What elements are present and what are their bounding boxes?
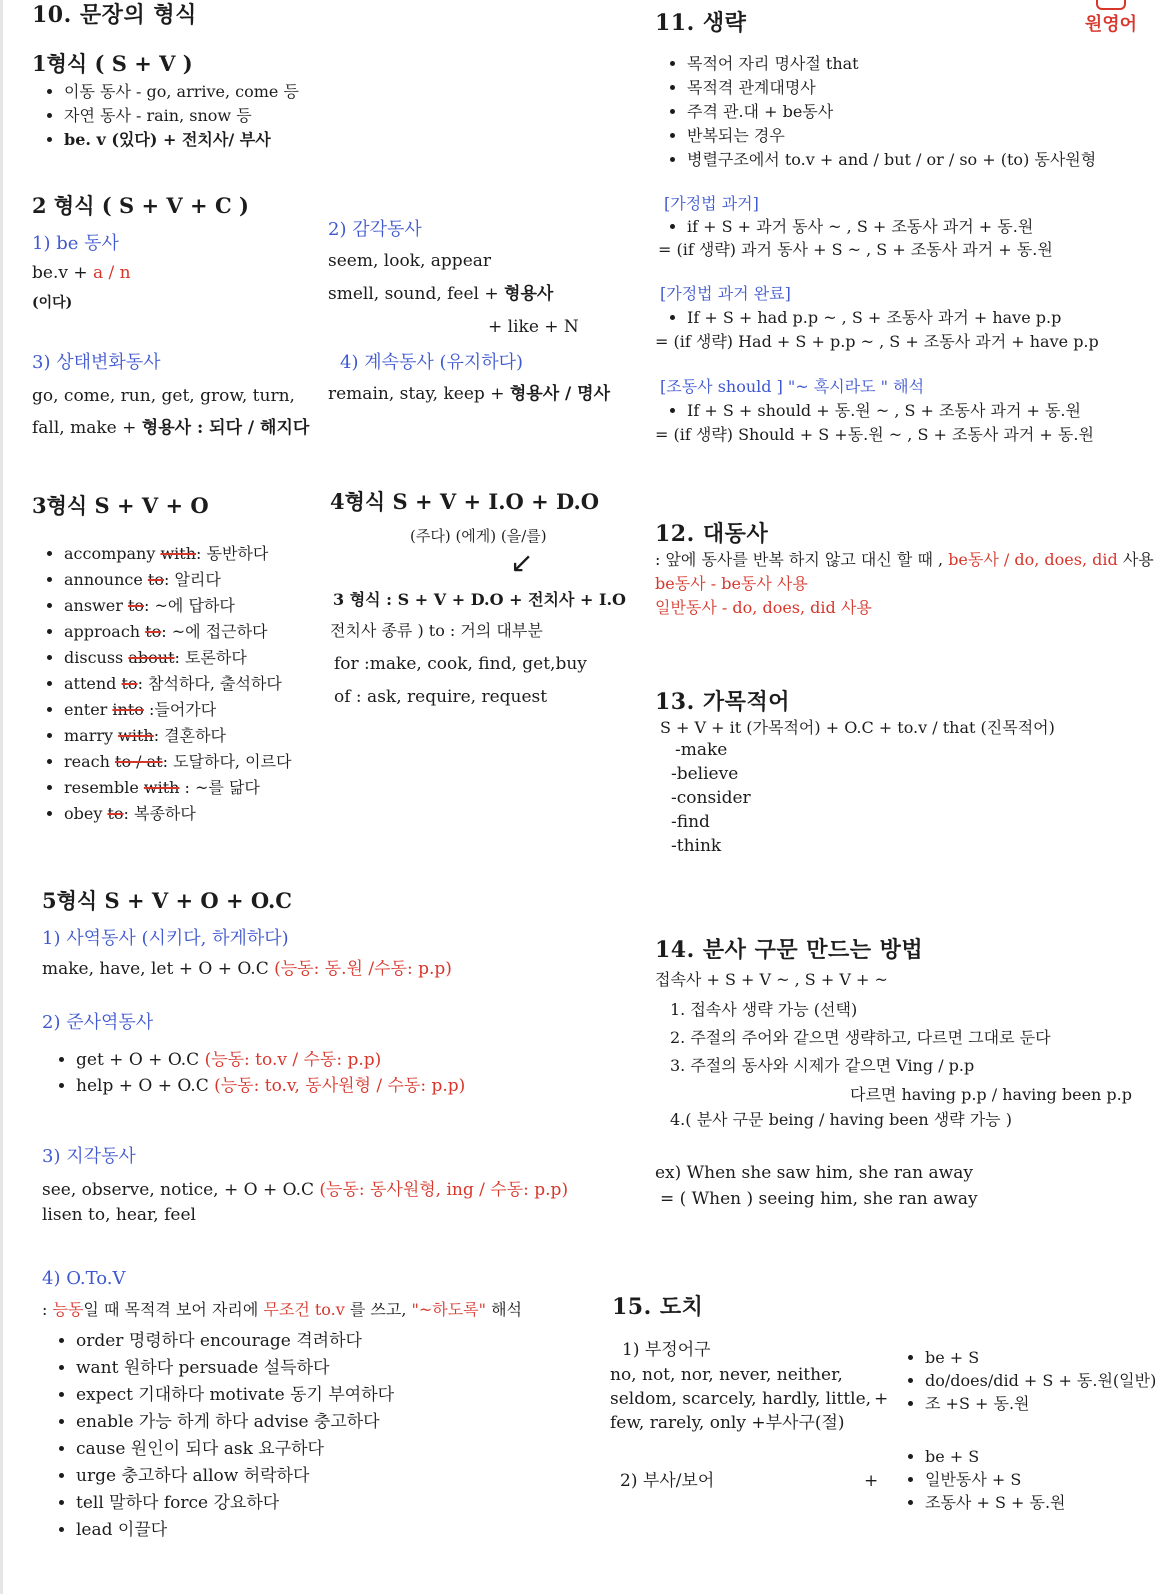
pro-verb-desc-part: be동사 / do, does, did <box>948 550 1118 569</box>
verb-meaning: : ~에 답하다 <box>144 596 235 615</box>
dummy-object-formula: S + V + it (가목적어) + O.C + to.v / that (진목적어) <box>660 718 1055 737</box>
sense-verb-line1: seem, look, appear <box>328 251 492 271</box>
negative-phrase-line1: no, not, nor, never, neither, <box>610 1365 843 1385</box>
sense-verb-adj: 형용사 <box>504 284 554 304</box>
be-verb-title: 1) be 동사 <box>32 233 119 254</box>
otov-list <box>56 1328 394 1544</box>
participle-example-converted: = ( When ) seeing him, she ran away <box>660 1189 978 1209</box>
struck-preposition: with <box>118 726 154 745</box>
list-item <box>64 619 291 645</box>
be-verb-complement: a / n <box>93 263 131 283</box>
verb-meaning: : 동반하다 <box>196 544 269 563</box>
pro-verb-description <box>655 548 1154 572</box>
list-item: • 주격 관.대 + be동사 <box>687 100 1096 124</box>
form1-list <box>44 80 299 152</box>
quasi-causative-title: 2) 준사역동사 <box>42 1012 154 1033</box>
list-item: • 조동사 + S + 동.원 <box>925 1491 1065 1514</box>
arrow-down-left-icon: ↙ <box>510 546 534 579</box>
list-item: • urge 충고하다 allow 허락하다 <box>76 1463 394 1490</box>
perception-forms: (능동: 동사원형, ing / 수동: p.p) <box>319 1180 569 1200</box>
list-item: • 목적격 관계대명사 <box>687 76 1096 100</box>
verb-word: answer <box>64 596 128 615</box>
causative-line <box>42 956 452 982</box>
participle-formula: 접속사 + S + V ~ , S + V + ~ <box>655 970 888 989</box>
list-item <box>64 801 291 827</box>
list-item <box>64 541 291 567</box>
negative-inversion-options <box>905 1346 1156 1415</box>
participle-step-2: 2. 주절의 주어와 같으면 생략하고, 다르면 그대로 둔다 <box>670 1028 1051 1047</box>
otov-description <box>42 1298 522 1322</box>
list-item <box>64 723 291 749</box>
perception-formula: see, observe, notice, + O + O.C <box>42 1180 320 1200</box>
causative-title: 1) 사역동사 (시키다, 하게하다) <box>42 928 289 949</box>
list-item: -find <box>671 812 710 832</box>
list-item: • be + S <box>925 1445 1065 1468</box>
list-item <box>64 567 291 593</box>
struck-preposition: to / at <box>115 752 163 771</box>
change-verb-title: 3) 상태변화동사 <box>32 352 161 373</box>
pro-verb-desc-part: : 앞에 동사를 반복 하지 않고 대신 할 때 , <box>655 550 949 569</box>
keep-verb-words: remain, stay, keep + <box>328 384 510 404</box>
list-item: • be + S <box>925 1346 1156 1369</box>
list-item: -make <box>675 740 728 760</box>
struck-preposition: about <box>128 648 175 667</box>
list-item <box>76 1047 465 1073</box>
list-item <box>64 697 291 723</box>
pro-verb-desc-part: 사용 <box>1117 550 1154 569</box>
list-item <box>64 593 291 619</box>
should-subjunctive-inverted: = (if 생략) Should + S +동.원 ~ , S + 조동사 과거 + 동.원 <box>655 425 1094 444</box>
section-15-title: 15. 도치 <box>612 1294 704 1320</box>
list-item: • If + S + had p.p ~ , S + 조동사 과거 + have p.p <box>687 306 1061 330</box>
struck-preposition: into <box>112 700 144 719</box>
verb-meaning: : 결혼하다 <box>153 726 226 745</box>
past-subjunctive-list <box>667 215 1033 239</box>
list-item <box>76 1073 465 1099</box>
list-item: • 이동 동사 - go, arrive, come 등 <box>64 80 299 104</box>
be-verb-line <box>32 260 131 286</box>
sense-verb-line2 <box>328 281 553 307</box>
form4-subtitle: (주다) (에게) (을/를) <box>410 527 547 545</box>
form4-prep-of: of : ask, require, request <box>334 687 548 707</box>
past-perfect-subjunctive-list <box>667 306 1061 330</box>
verb-word: reach <box>64 752 116 771</box>
verb-word: enter <box>64 700 113 719</box>
verb-meaning: : 참석하다, 출석하다 <box>137 674 282 693</box>
otov-desc-part: 능동 <box>52 1300 84 1319</box>
plus-sign: + <box>864 1471 879 1491</box>
form2-title: 2 형식 ( S + V + C ) <box>32 193 249 218</box>
list-item: • want 원하다 persuade 설득하다 <box>76 1355 394 1382</box>
verb-word: attend <box>64 674 122 693</box>
perception-title: 3) 지각동사 <box>42 1146 136 1167</box>
verb-meaning: :들어가다 <box>143 700 217 719</box>
list-item <box>64 645 291 671</box>
pro-verb-general: 일반동사 - do, does, did 사용 <box>655 598 872 617</box>
past-perfect-subjunctive-inverted: = (if 생략) Had + S + p.p ~ , S + 조동사 과거 + have p.p <box>655 332 1099 351</box>
otov-desc-part: 해석 <box>486 1300 522 1319</box>
should-subjunctive-title: [조동사 should ] "~ 혹시라도 " 해석 <box>660 377 925 396</box>
verb-word: discuss <box>64 648 129 667</box>
be-verb-note: (이다) <box>32 295 73 311</box>
causative-forms: (능동: 동.원 /수동: p.p) <box>274 959 452 979</box>
change-verb-meaning: 형용사 : 되다 / 해지다 <box>141 418 310 438</box>
section-10-title: 10. 문장의 형식 <box>32 2 197 28</box>
struck-preposition: to <box>147 570 164 589</box>
change-verb-words: fall, make + <box>32 418 142 438</box>
form5-title: 5형식 S + V + O + O.C <box>42 888 292 913</box>
form4-title: 4형식 S + V + I.O + D.O <box>330 489 600 514</box>
brand-logo <box>1080 0 1142 40</box>
section-14-title: 14. 분사 구문 만드는 방법 <box>655 937 924 963</box>
form4-prep-to: 전치사 종류 ) to : 거의 대부분 <box>330 621 543 640</box>
form4-prep-for: for :make, cook, find, get,buy <box>334 654 587 674</box>
omission-list <box>667 52 1096 172</box>
verb-meaning: : 도달하다, 이르다 <box>162 752 292 771</box>
quasi-formula: help + O + O.C <box>76 1076 215 1096</box>
list-item: • 일반동사 + S <box>925 1468 1065 1491</box>
verb-word: obey <box>64 804 108 823</box>
negative-phrase-line2: seldom, scarcely, hardly, little, <box>610 1389 872 1409</box>
quasi-formula: get + O + O.C <box>76 1050 205 1070</box>
list-item: • if + S + 과거 동사 ~ , S + 조동사 과거 + 동.원 <box>687 215 1033 239</box>
verb-word: approach <box>64 622 146 641</box>
list-item: -believe <box>671 764 739 784</box>
adverb-inversion-options <box>905 1445 1065 1514</box>
negative-phrase-line3: few, rarely, only +부사구(절) <box>610 1413 845 1433</box>
struck-preposition: to <box>121 674 138 693</box>
verb-meaning: : 알리다 <box>163 570 221 589</box>
keep-verb-complement: 형용사 / 명사 <box>509 384 610 404</box>
list-item: -think <box>671 836 722 856</box>
sense-verb-line3: + like + N <box>488 317 579 337</box>
struck-preposition: to <box>127 596 145 615</box>
verb-word: accompany <box>64 544 161 563</box>
past-perfect-subjunctive-title: [가정법 과거 완료] <box>660 284 791 303</box>
quasi-forms: (능동: to.v, 동사원형 / 수동: p.p) <box>214 1076 466 1096</box>
participle-step-1: 1. 접속사 생략 가능 (선택) <box>670 1000 858 1019</box>
list-item <box>64 749 291 775</box>
brand-name: 원영어 <box>1084 14 1138 35</box>
past-subjunctive-inverted: = (if 생략) 과거 동사 + S ~ , S + 조동사 과거 + 동.원 <box>658 240 1053 259</box>
otov-desc-part: 무조건 to.v <box>263 1300 345 1319</box>
list-item: • expect 기대하다 motivate 동기 부여하다 <box>76 1382 394 1409</box>
book-icon <box>1096 0 1126 10</box>
adverb-complement-title: 2) 부사/보어 <box>620 1471 715 1491</box>
list-item <box>64 671 291 697</box>
list-item: • 목적어 자리 명사절 that <box>687 52 1096 76</box>
section-11-title: 11. 생략 <box>655 10 747 36</box>
be-verb-formula: be.v + <box>32 263 94 283</box>
list-item: • lead 이끌다 <box>76 1517 394 1544</box>
causative-formula: make, have, let + O + O.C <box>42 959 275 979</box>
list-item: • be. v (있다) + 전치사/ 부사 <box>64 128 299 152</box>
change-verb-line2 <box>32 415 309 441</box>
verb-meaning: : 복종하다 <box>123 804 196 823</box>
participle-step-4: 4.( 분사 구문 being / having been 생략 가능 ) <box>670 1110 1012 1129</box>
list-item: • enable 가능 하게 하다 advise 충고하다 <box>76 1409 394 1436</box>
struck-preposition: with <box>143 778 180 797</box>
participle-example: ex) When she saw him, she ran away <box>655 1163 973 1183</box>
section-13-title: 13. 가목적어 <box>655 689 790 715</box>
form3-title: 3형식 S + V + O <box>32 493 209 518</box>
verb-meaning: : ~에 접근하다 <box>161 622 268 641</box>
list-item: • 조 +S + 동.원 <box>925 1392 1156 1415</box>
sense-verb-title: 2) 감각동사 <box>328 219 422 240</box>
otov-desc-part: : <box>42 1300 53 1319</box>
list-item: • do/does/did + S + 동.원(일반) <box>925 1369 1156 1392</box>
perception-line1 <box>42 1177 568 1203</box>
list-item: -consider <box>671 788 751 808</box>
plus-sign: + <box>874 1389 889 1409</box>
dummy-object-verbs <box>671 738 751 858</box>
quasi-causative-list <box>56 1047 465 1099</box>
keep-verb-line <box>328 381 610 407</box>
list-item: • cause 원인이 되다 ask 요구하다 <box>76 1436 394 1463</box>
participle-step-3b: 다르면 having p.p / having been p.p <box>850 1085 1132 1104</box>
struck-preposition: to <box>107 804 124 823</box>
otov-desc-part: 를 쓰고, <box>344 1300 412 1319</box>
list-item: • 반복되는 경우 <box>687 124 1096 148</box>
left-edge-shadow <box>0 0 3 1594</box>
negative-phrase-title: 1) 부정어구 <box>622 1340 711 1360</box>
verb-meaning: : 토론하다 <box>174 648 247 667</box>
section-12-title: 12. 대동사 <box>655 521 769 547</box>
list-item: • 병렬구조에서 to.v + and / but / or / so + (to) 동사원형 <box>687 148 1096 172</box>
verb-meaning: : ~를 닮다 <box>179 778 260 797</box>
form1-title: 1형식 ( S + V ) <box>32 51 193 76</box>
quasi-forms: (능동: to.v / 수동: p.p) <box>204 1050 382 1070</box>
perception-line2: lisen to, hear, feel <box>42 1205 196 1225</box>
list-item <box>64 775 291 801</box>
list-item: • tell 말하다 force 강요하다 <box>76 1490 394 1517</box>
otov-desc-part: "~하도록" <box>411 1300 486 1319</box>
past-subjunctive-title: [가정법 과거] <box>664 194 759 213</box>
participle-step-3: 3. 주절의 동사와 시제가 같으면 Ving / p.p <box>670 1056 975 1075</box>
verb-word: announce <box>64 570 148 589</box>
form3-list <box>44 541 291 827</box>
list-item: • order 명령하다 encourage 격려하다 <box>76 1328 394 1355</box>
list-item: • 자연 동사 - rain, snow 등 <box>64 104 299 128</box>
change-verb-line1: go, come, run, get, grow, turn, <box>32 386 295 406</box>
form4-conversion: 3 형식 : S + V + D.O + 전치사 + I.O <box>333 590 626 609</box>
sense-verb-words: smell, sound, feel + <box>328 284 505 304</box>
verb-word: resemble <box>64 778 144 797</box>
should-subjunctive-list <box>667 399 1081 423</box>
pro-verb-be: be동사 - be동사 사용 <box>655 574 808 593</box>
otov-desc-part: 일 때 목적격 보어 자리에 <box>83 1300 264 1319</box>
struck-preposition: to <box>145 622 162 641</box>
list-item: • If + S + should + 동.원 ~ , S + 조동사 과거 + 동.원 <box>687 399 1081 423</box>
struck-preposition: with <box>160 544 197 563</box>
verb-word: marry <box>64 726 119 745</box>
keep-verb-title: 4) 계속동사 (유지하다) <box>340 352 524 373</box>
otov-title: 4) O.To.V <box>42 1268 126 1289</box>
